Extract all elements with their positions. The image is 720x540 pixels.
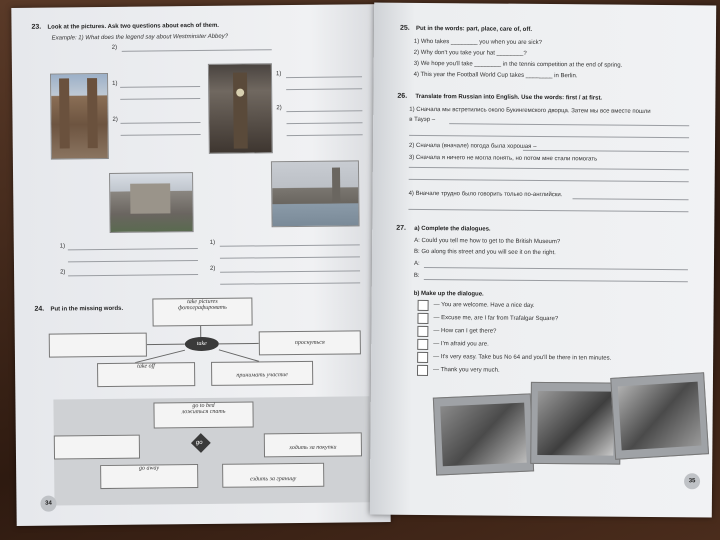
ex27-b-line: — Excuse me, are I far from Trafalgar Square? [433, 315, 559, 323]
ex23-label: 2) [111, 44, 118, 51]
order-box[interactable] [418, 300, 429, 311]
ex23-label: 1) [59, 243, 66, 250]
take-off-box [97, 362, 195, 387]
ex27-title-a: a) Complete the dialogues. [414, 225, 491, 233]
ex23-label: 1) [209, 239, 216, 246]
ex27-b-line: — How can I get there? [433, 328, 497, 335]
ex23-title: Look at the pictures. Ask two questions about each of them. [47, 22, 219, 31]
answer-line[interactable] [523, 150, 689, 152]
ex25-line: 2) Why don't you take your hat ________? [413, 49, 527, 57]
order-box[interactable] [417, 326, 428, 337]
answer-line[interactable] [424, 279, 688, 282]
ex26-line: 1) Сначала мы встретились около Букингемского дворца. Затем мы все вместе пошли [409, 106, 651, 115]
ex25-line: 4) This year the Football World Cup takes ________ in Berlin. [413, 71, 578, 80]
take-pictures-translation: фотографировать [178, 304, 227, 312]
wake-up-box: проснуться [259, 330, 361, 355]
right-page [370, 3, 716, 518]
go-shopping-box: ходить за покупки [264, 432, 362, 457]
answer-line[interactable] [409, 179, 689, 182]
ex26-line: 4) Вначале трудно было говорить только по-английски. [408, 190, 563, 199]
ex26-line: 3) Сначала я ничего не могла понять, но потом мне стали помогать [408, 154, 598, 163]
go-center-word: go [195, 439, 203, 447]
ex24-title: Put in the missing words. [50, 305, 124, 313]
ex27-b-line: — I'm afraid you are. [433, 341, 489, 348]
ex23-label: 1) [112, 80, 118, 87]
answer-line[interactable] [409, 167, 689, 170]
film-strip-photo [530, 382, 621, 465]
ex24-number: 24. [34, 305, 45, 313]
answer-line[interactable] [449, 123, 689, 126]
film-strip-photo [433, 393, 534, 475]
take-center-oval: take [185, 337, 219, 351]
answer-line[interactable] [424, 267, 688, 270]
go-abroad-box: ездить за границу [222, 463, 324, 488]
order-box[interactable] [417, 313, 428, 324]
ex23-example: Example: 1) What does the legend say about Westminster Abbey? [51, 33, 229, 42]
take-pictures-box [152, 297, 252, 326]
go-away-word: go away [139, 465, 160, 472]
blank-box-go-left[interactable] [54, 435, 140, 460]
page-number-left: 34 [40, 496, 56, 512]
ex27-a-line: B: [413, 272, 420, 279]
ex23-number: 23. [31, 23, 42, 31]
ex23-label: 2) [112, 116, 118, 123]
order-box[interactable] [417, 352, 428, 363]
blank-box-left[interactable] [49, 333, 147, 358]
film-strip-photo [610, 372, 709, 460]
take-part-box [211, 361, 313, 386]
ex27-title-b: b) Make up the dialogue. [413, 290, 484, 298]
page-number-right: 35 [684, 473, 700, 489]
ex27-a-line: A: [413, 260, 420, 267]
order-box[interactable] [417, 339, 428, 350]
ex25-title: Put in the words: part, place, care of, off. [415, 25, 533, 33]
take-part-translation: принимать участие [236, 372, 288, 379]
ex26-number: 26. [397, 92, 408, 100]
go-to-bed-word: go to bed [192, 402, 215, 410]
answer-line[interactable] [573, 198, 689, 200]
order-box[interactable] [417, 365, 428, 376]
go-to-bed-box [153, 401, 253, 428]
ex25-line: 1) Who takes ________ you when you are sick? [413, 38, 542, 46]
go-away-box [100, 464, 198, 489]
take-pictures-word: take pictures [187, 298, 218, 306]
ex27-a-line: B: Go along this street and you will see it on the right. [414, 248, 556, 257]
ex23-label: 2) [210, 265, 216, 272]
left-page [11, 4, 390, 526]
ex25-number: 25. [399, 24, 410, 32]
take-off-word: take off [137, 363, 155, 370]
ex27-number: 27. [396, 224, 407, 232]
ex27-b-line: — Thank you very much. [433, 367, 500, 374]
ex23-label: 1) [275, 71, 282, 78]
answer-line[interactable] [408, 209, 688, 212]
ex27-a-line: A: Could you tell me how to get to the British Museum? [414, 237, 561, 246]
ex25-line: 3) We hope you'll take ________ in the tennis competition at the end of spring. [413, 60, 623, 69]
ex23-label: 2) [60, 269, 66, 276]
ex26-line: в Тауэр – [409, 116, 436, 124]
ex27-b-line: — You are welcome. Have a nice day. [433, 302, 535, 309]
ex26-line: 2) Сначала (вначале) погода была хорошая – [408, 142, 537, 150]
ex26-title: Translate from Russian into English. Use the words: first / at first. [415, 93, 603, 102]
answer-line[interactable] [409, 135, 689, 138]
go-to-bed-translation: ложиться спать [181, 408, 226, 416]
ex23-label: 2) [276, 105, 282, 112]
ex27-b-line: — It's very easy. Take bus No 64 and you'll be there in ten minutes. [433, 354, 612, 362]
